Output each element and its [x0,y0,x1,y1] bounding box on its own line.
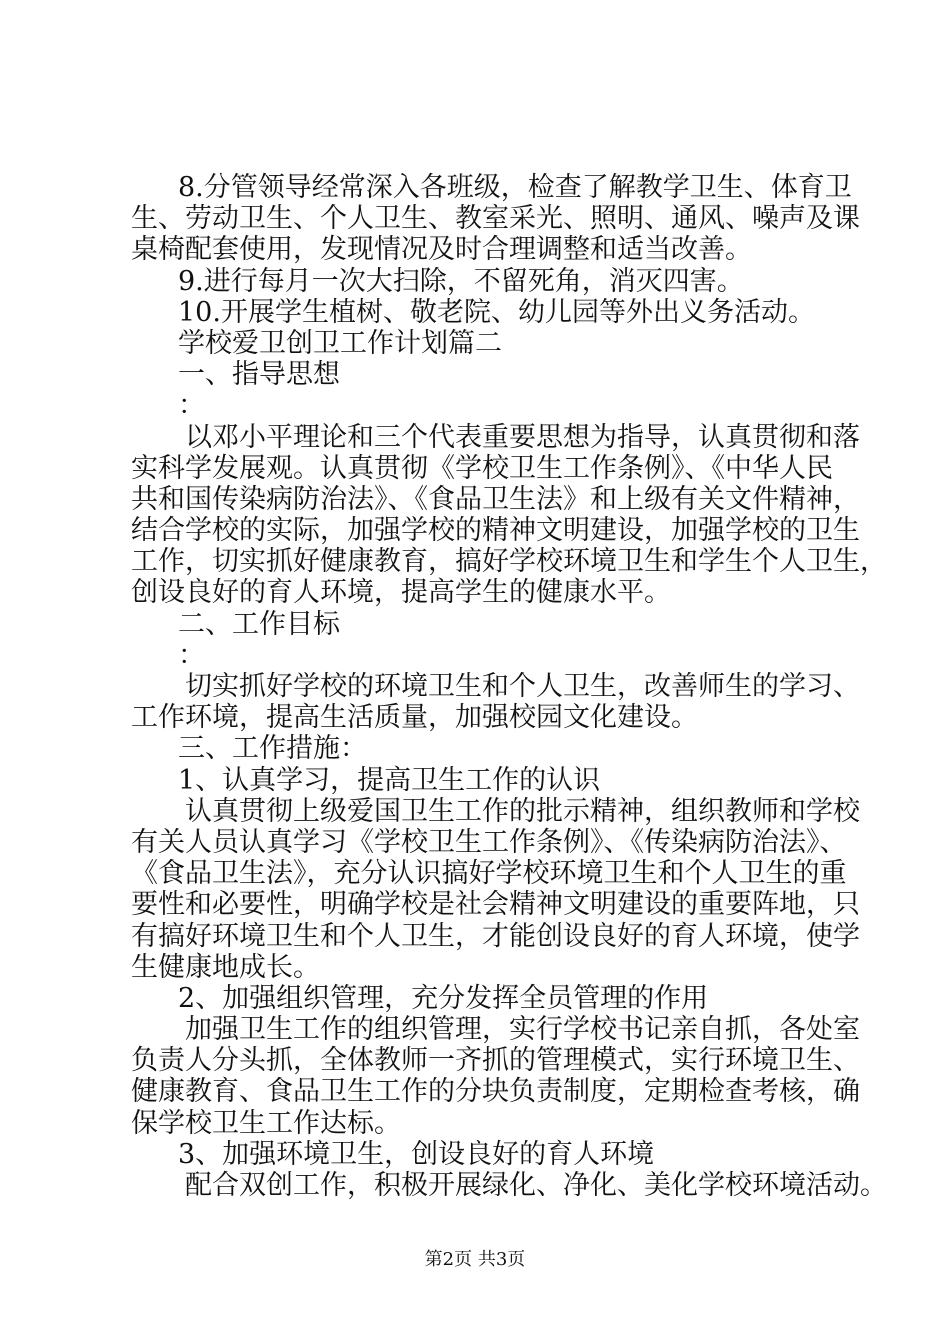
text-line: 10.开展学生植树、敬老院、幼儿园等外出义务活动。 [178,296,815,328]
text-line: 配合双创工作，积极开展绿化、净化、美化学校环境活动。 [185,1170,887,1201]
text-line: 有搞好环境卫生和个人卫生，才能创设良好的育人环境，使学 [131,920,860,952]
text-line: 桌椅配套使用，发现情况及时合理调整和适当改善。 [131,234,752,266]
text-line: 实科学发展观。认真贯彻《学校卫生工作条例》、《中华人民 [131,452,833,484]
document-body [131,172,887,1201]
text-line: 以邓小平理论和三个代表重要思想为指导，认真贯彻和落 [185,421,860,453]
text-line: 保学校卫生工作达标。 [131,1107,401,1139]
text-line: 创设良好的育人环境，提高学生的健康水平。 [131,577,671,609]
page-footer: 第2页 共3页 [424,1249,526,1270]
text-line: ： [178,390,205,422]
text-line: 9.进行每月一次大扫除，不留死角，消灭四害。 [178,265,744,297]
section-heading: 三、工作措施： [178,733,367,765]
text-line: 共和国传染病防治法》、《食品卫生法》和上级有关文件精神， [131,483,860,515]
subsection-heading: 3、加强环境卫生，创设良好的育人环境 [178,1138,655,1170]
subsection-heading: 2、加强组织管理，充分发挥全员管理的作用 [178,982,709,1014]
text-line: 生健康地成长。 [131,951,320,983]
text-line: 负责人分头抓，全体教师一齐抓的管理模式，实行环境卫生、 [131,1045,860,1077]
text-line: 加强卫生工作的组织管理，实行学校书记亲自抓，各处室 [185,1014,860,1046]
text-line: 有关人员认真学习《学校卫生工作条例》、《传染病防治法》、 [131,826,847,858]
section-heading: 一、指导思想 [178,359,340,391]
subsection-heading: 1、认真学习，提高卫生工作的认识 [178,764,601,796]
text-line: 《食品卫生法》，充分认识搞好学校环境卫生和个人卫生的重 [131,858,847,890]
text-line: ： [178,639,205,671]
text-line: 健康教育、食品卫生工作的分块负责制度，定期检查考核，确 [131,1076,860,1108]
text-line: 工作环境，提高生活质量，加强校园文化建设。 [131,702,698,734]
section-heading: 二、工作目标 [178,608,340,640]
text-line: 工作，切实抓好健康教育，搞好学校环境卫生和学生个人卫生， [131,546,887,578]
text-line: 要性和必要性，明确学校是社会精神文明建设的重要阵地，只 [131,889,860,921]
text-line: 认真贯彻上级爱国卫生工作的批示精神，组织教师和学校 [185,795,860,827]
text-line: 结合学校的实际，加强学校的精神文明建设，加强学校的卫生 [131,515,860,547]
text-line: 生、劳动卫生、个人卫生、教室采光、照明、通风、噪声及课 [131,203,860,235]
section-title: 学校爱卫创卫工作计划篇二 [178,327,502,359]
text-line: 切实抓好学校的环境卫生和个人卫生，改善师生的学习、 [185,671,860,702]
text-line: 8.分管领导经常深入各班级，检查了解教学卫生、体育卫 [178,172,852,203]
